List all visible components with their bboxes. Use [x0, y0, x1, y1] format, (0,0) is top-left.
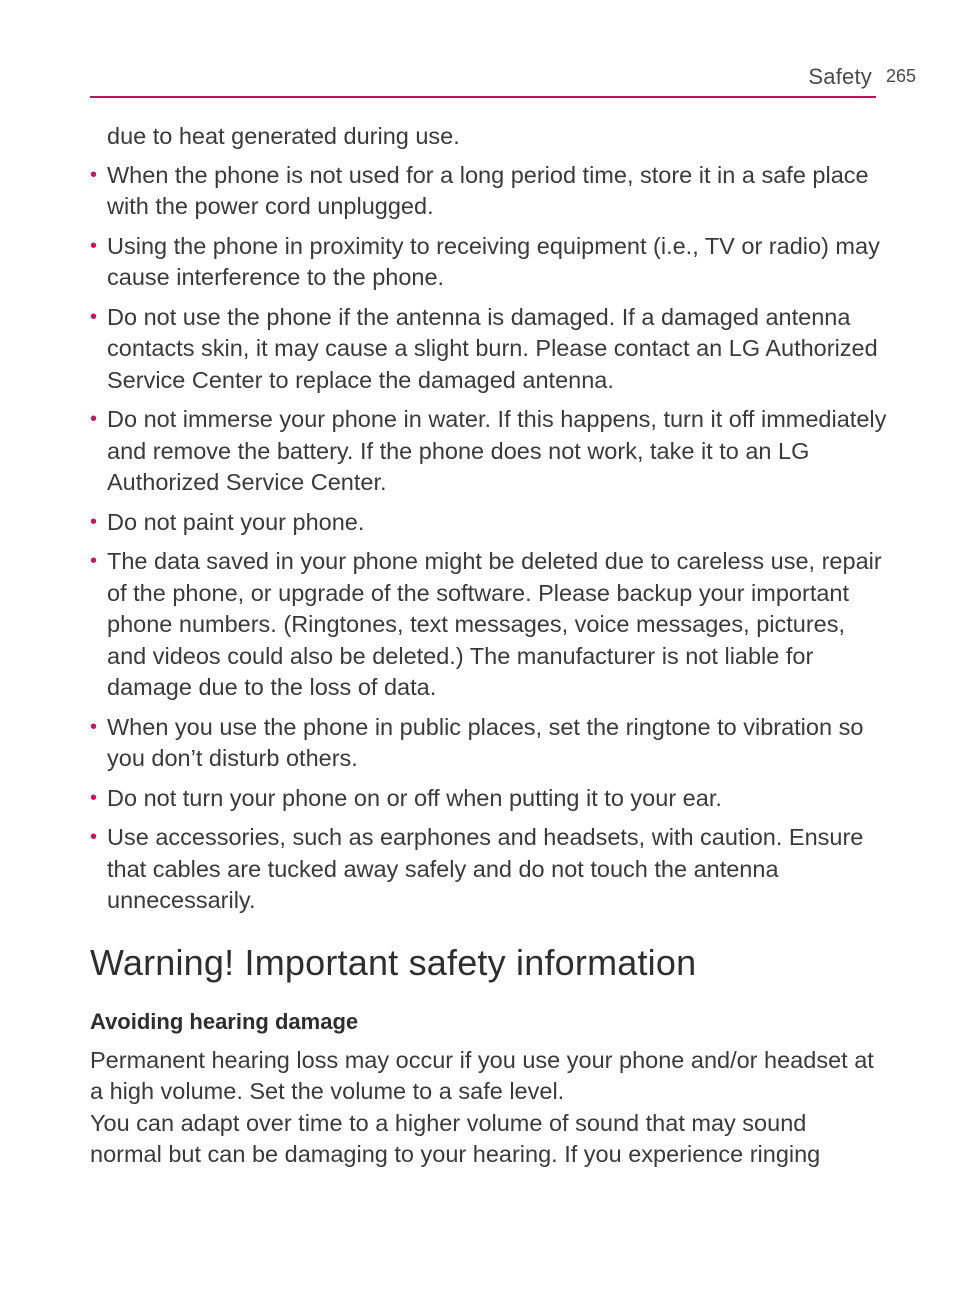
list-item	[90, 712, 890, 775]
bullet-icon: •	[90, 408, 98, 430]
hearing-paragraph-1: Permanent hearing loss may occur if you use your phone and/or headset at a high volume. Set the volume to a safe level.	[90, 1046, 874, 1104]
header-divider	[90, 96, 876, 98]
page-content	[90, 121, 890, 1171]
bullet-text: Using the phone in proximity to receiving equipment (i.e., TV or radio) may cause interference to the phone.	[107, 232, 880, 290]
bullet-text: The data saved in your phone might be deleted due to careless use, repair of the phone, or upgrade of the software. Please backup your important phone numbers. (Ringtones, text messages, voice messages, pictures, and videos could also be deleted.) The manufacturer is not liable for damage due to the loss of data.	[107, 548, 882, 700]
safety-bullet-list	[90, 160, 890, 917]
bullet-text: Do not paint your phone.	[107, 508, 365, 535]
hearing-paragraph-2: You can adapt over time to a higher volume of sound that may sound normal but can be damaging to your hearing. If you experience ringing	[90, 1109, 821, 1167]
bullet-icon: •	[90, 510, 98, 533]
list-item	[90, 546, 890, 704]
bullet-icon: •	[90, 234, 98, 257]
list-item	[90, 404, 890, 499]
bullet-text: Do not turn your phone on or off when putting it to your ear.	[107, 784, 722, 811]
bullet-text: Do not use the phone if the antenna is damaged. If a damaged antenna contacts skin, it may cause a slight burn. Please contact an LG Authorized Service Center to replace the damaged antenna.	[107, 303, 878, 393]
bullet-text: Do not immerse your phone in water. If this happens, turn it off immediately and remove the battery. If the phone does not work, take it to an LG Authorized Service Center.	[107, 406, 887, 495]
section-title: Safety	[808, 64, 872, 89]
list-item	[90, 507, 890, 539]
bullet-icon: •	[90, 550, 98, 572]
list-item	[90, 231, 890, 294]
continuation-text: due to heat generated during use.	[107, 123, 460, 149]
list-item	[90, 783, 890, 815]
list-item	[90, 160, 890, 223]
list-item	[90, 302, 890, 397]
bullet-icon: •	[90, 786, 98, 809]
bullet-text: When the phone is not used for a long period time, store it in a safe place with the power cord unplugged.	[107, 161, 869, 219]
bullet-icon: •	[90, 163, 98, 186]
bullet-text: When you use the phone in public places, set the ringtone to vibration so you don’t disturb others.	[107, 713, 864, 771]
hearing-damage-subheading: Avoiding hearing damage	[90, 1008, 359, 1034]
bullet-icon: •	[90, 305, 98, 328]
bullet-text: Use accessories, such as earphones and headsets, with caution. Ensure that cables are tucked away safely and do not touch the antenna unnecessarily.	[107, 824, 864, 913]
bullet-icon: •	[90, 826, 98, 848]
page-number: 265	[885, 66, 916, 86]
page-header	[90, 62, 916, 92]
list-item	[90, 822, 890, 917]
bullet-icon: •	[90, 715, 98, 738]
warning-heading: Warning! Important safety information	[90, 941, 697, 983]
